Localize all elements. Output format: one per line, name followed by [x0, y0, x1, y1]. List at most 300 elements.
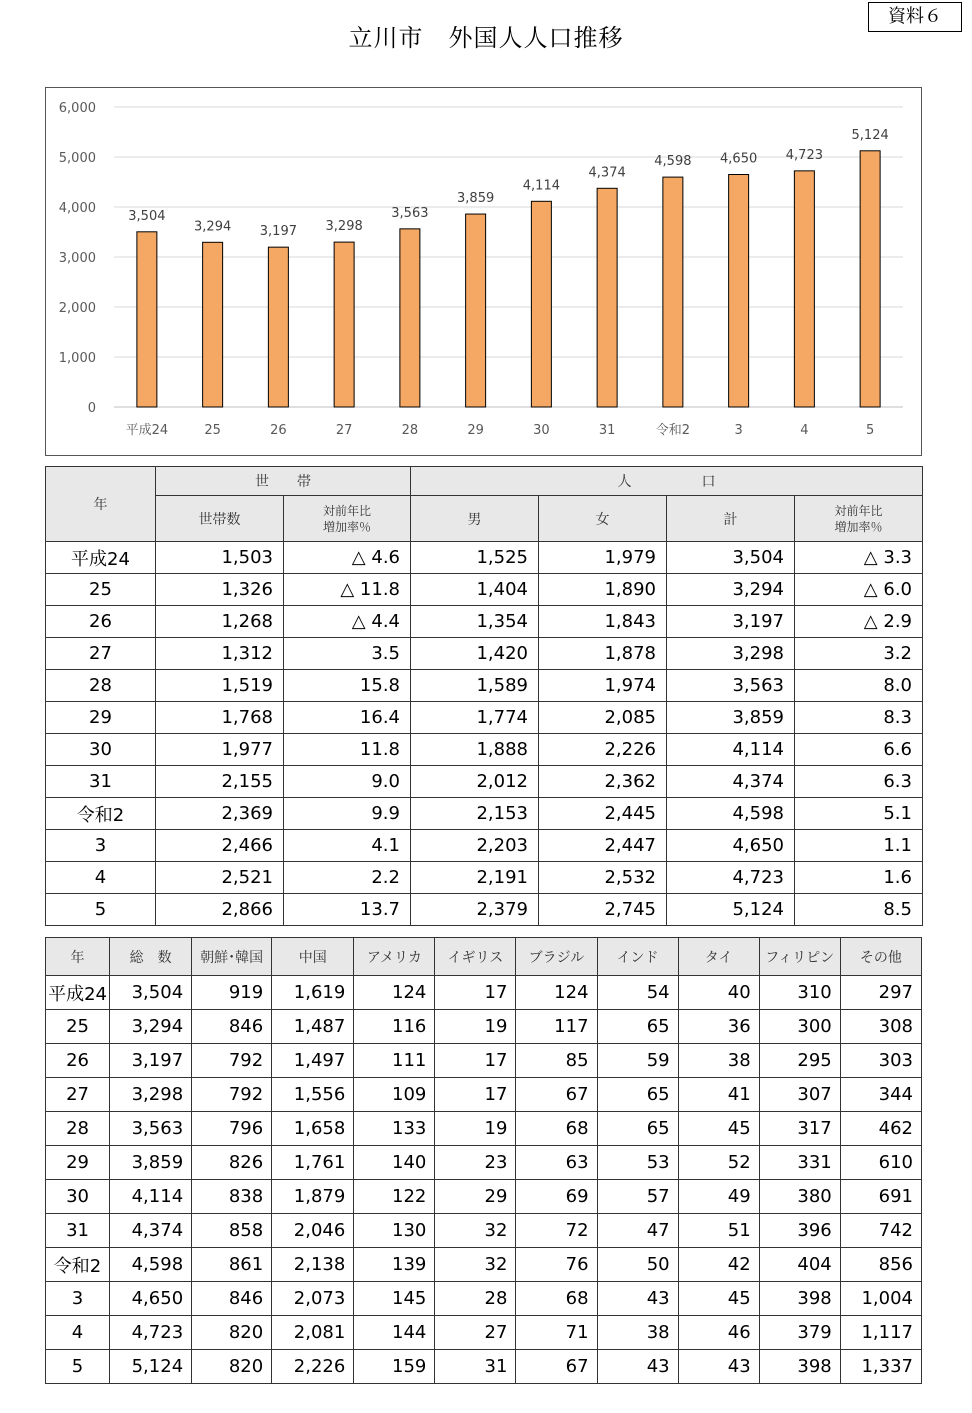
value-cell: 65 — [597, 1078, 678, 1112]
table-row — [46, 542, 923, 574]
value-cell: 1,888 — [411, 734, 539, 766]
value-cell: 130 — [354, 1214, 435, 1248]
table-row — [46, 862, 923, 894]
value-cell: 1,843 — [539, 606, 667, 638]
header-male: 男 — [411, 496, 539, 542]
value-cell: 1,337 — [840, 1350, 921, 1384]
value-cell: 380 — [759, 1180, 840, 1214]
y-tick-label: 2,000 — [58, 301, 96, 316]
document-label: 資料６ — [868, 2, 962, 32]
x-tick-label: 30 — [533, 423, 550, 438]
households-table-body — [46, 542, 923, 926]
value-cell: 140 — [354, 1146, 435, 1180]
value-cell: 3,563 — [110, 1112, 192, 1146]
bar — [794, 171, 814, 407]
value-cell: 1,487 — [272, 1010, 354, 1044]
value-cell: 144 — [354, 1316, 435, 1350]
value-cell: 17 — [435, 1044, 516, 1078]
value-cell: 17 — [435, 1078, 516, 1112]
year-cell: 30 — [46, 1180, 110, 1214]
data-label: 3,197 — [259, 224, 297, 240]
bar — [400, 229, 420, 407]
header-group-households: 世 帯 — [156, 467, 411, 496]
value-cell: 3,504 — [667, 542, 795, 574]
value-cell: 826 — [192, 1146, 272, 1180]
value-cell: 71 — [516, 1316, 597, 1350]
x-tick-label: 3 — [734, 423, 743, 438]
value-cell: 742 — [840, 1214, 921, 1248]
table-row — [46, 976, 922, 1010]
value-cell: 116 — [354, 1010, 435, 1044]
value-cell: 16.4 — [284, 702, 411, 734]
nationality-header-cell: 年 — [46, 938, 110, 976]
value-cell: 3,294 — [110, 1010, 192, 1044]
households-population-table — [45, 466, 923, 926]
table-row — [46, 1010, 922, 1044]
value-cell: 23 — [435, 1146, 516, 1180]
value-cell: 303 — [840, 1044, 921, 1078]
table-row — [46, 734, 923, 766]
year-cell: 31 — [46, 766, 156, 798]
value-cell: 1,977 — [156, 734, 284, 766]
value-cell: 3,563 — [667, 670, 795, 702]
value-cell: △ 2.9 — [795, 606, 923, 638]
x-tick-label: 29 — [467, 423, 484, 438]
year-cell: 令和2 — [46, 1248, 110, 1282]
value-cell: 3.2 — [795, 638, 923, 670]
bar — [268, 247, 288, 407]
value-cell: 51 — [678, 1214, 759, 1248]
value-cell: 59 — [597, 1044, 678, 1078]
year-cell: 28 — [46, 1112, 110, 1146]
y-tick-label: 4,000 — [58, 201, 96, 216]
value-cell: 4,650 — [667, 830, 795, 862]
value-cell: 4,598 — [110, 1248, 192, 1282]
value-cell: 5,124 — [110, 1350, 192, 1384]
value-cell: 32 — [435, 1214, 516, 1248]
x-tick-label: 5 — [865, 423, 875, 438]
value-cell: △ 4.6 — [284, 542, 411, 574]
year-cell: 29 — [46, 702, 156, 734]
value-cell: 1,326 — [156, 574, 284, 606]
value-cell: 344 — [840, 1078, 921, 1112]
value-cell: 2.2 — [284, 862, 411, 894]
value-cell: 3.5 — [284, 638, 411, 670]
year-cell: 3 — [46, 1282, 110, 1316]
value-cell: 45 — [678, 1282, 759, 1316]
value-cell: 5.1 — [795, 798, 923, 830]
value-cell: 2,379 — [411, 894, 539, 926]
value-cell: 919 — [192, 976, 272, 1010]
value-cell: 3,298 — [110, 1078, 192, 1112]
value-cell: 52 — [678, 1146, 759, 1180]
value-cell: 398 — [759, 1350, 840, 1384]
value-cell: 1,619 — [272, 976, 354, 1010]
value-cell: 27 — [435, 1316, 516, 1350]
bar-chart — [45, 87, 922, 456]
value-cell: 49 — [678, 1180, 759, 1214]
data-label: 4,650 — [720, 151, 758, 167]
value-cell: 300 — [759, 1010, 840, 1044]
x-tick-label: 4 — [800, 423, 809, 438]
page-title: 立川市 外国人人口推移 — [348, 24, 624, 52]
value-cell: 9.0 — [284, 766, 411, 798]
y-tick-label: 5,000 — [58, 151, 96, 166]
year-cell: 4 — [46, 1316, 110, 1350]
data-label: 3,563 — [391, 205, 429, 221]
header-total-rate-line2: 増加率％ — [834, 519, 883, 534]
year-cell: 28 — [46, 670, 156, 702]
value-cell: 861 — [192, 1248, 272, 1282]
value-cell: 856 — [840, 1248, 921, 1282]
table-row — [46, 830, 923, 862]
year-cell: 25 — [46, 574, 156, 606]
y-tick-label: 0 — [87, 401, 96, 416]
value-cell: 47 — [597, 1214, 678, 1248]
value-cell: 122 — [354, 1180, 435, 1214]
value-cell: 1,589 — [411, 670, 539, 702]
y-tick-label: 6,000 — [58, 101, 96, 116]
table-row — [46, 638, 923, 670]
value-cell: 1,974 — [539, 670, 667, 702]
bar — [203, 242, 223, 407]
year-cell: 令和2 — [46, 798, 156, 830]
value-cell: 858 — [192, 1214, 272, 1248]
bar — [663, 177, 683, 407]
table-row — [46, 670, 923, 702]
nationality-table-body — [46, 976, 922, 1384]
year-cell: 31 — [46, 1214, 110, 1248]
bar — [531, 201, 551, 407]
value-cell: 1.6 — [795, 862, 923, 894]
value-cell: 2,745 — [539, 894, 667, 926]
value-cell: 3,294 — [667, 574, 795, 606]
value-cell: 19 — [435, 1112, 516, 1146]
value-cell: 65 — [597, 1112, 678, 1146]
value-cell: 4,650 — [110, 1282, 192, 1316]
value-cell: 67 — [516, 1078, 597, 1112]
data-label: 3,859 — [457, 191, 495, 207]
value-cell: 159 — [354, 1350, 435, 1384]
bar — [466, 214, 486, 407]
header-total: 計 — [667, 496, 795, 542]
table-row — [46, 1112, 922, 1146]
value-cell: 1,658 — [272, 1112, 354, 1146]
value-cell: 4,114 — [110, 1180, 192, 1214]
value-cell: 310 — [759, 976, 840, 1010]
value-cell: 820 — [192, 1316, 272, 1350]
value-cell: 19 — [435, 1010, 516, 1044]
value-cell: 117 — [516, 1010, 597, 1044]
nationality-header-cell: 朝鮮･韓国 — [192, 938, 272, 976]
value-cell: 1,525 — [411, 542, 539, 574]
data-label: 5,124 — [851, 127, 889, 143]
x-tick-label: 31 — [598, 423, 616, 438]
value-cell: 846 — [192, 1010, 272, 1044]
table-row — [46, 1044, 922, 1078]
data-label: 4,374 — [588, 165, 626, 181]
value-cell: 317 — [759, 1112, 840, 1146]
value-cell: 379 — [759, 1316, 840, 1350]
value-cell: 45 — [678, 1112, 759, 1146]
value-cell: 11.8 — [284, 734, 411, 766]
chart-svg — [46, 88, 923, 457]
header-group-population: 人 口 — [411, 467, 923, 496]
value-cell: 2,012 — [411, 766, 539, 798]
value-cell: 36 — [678, 1010, 759, 1044]
value-cell: 1,890 — [539, 574, 667, 606]
value-cell: 5,124 — [667, 894, 795, 926]
value-cell: 8.0 — [795, 670, 923, 702]
year-cell: 5 — [46, 1350, 110, 1384]
value-cell: 2,466 — [156, 830, 284, 862]
value-cell: 1,268 — [156, 606, 284, 638]
value-cell: 308 — [840, 1010, 921, 1044]
year-cell: 4 — [46, 862, 156, 894]
value-cell: 1,519 — [156, 670, 284, 702]
header-total-rate — [795, 496, 923, 542]
value-cell: 3,859 — [110, 1146, 192, 1180]
value-cell: 2,153 — [411, 798, 539, 830]
value-cell: 1,354 — [411, 606, 539, 638]
bar — [137, 232, 157, 407]
value-cell: 2,866 — [156, 894, 284, 926]
value-cell: 1,879 — [272, 1180, 354, 1214]
x-tick-label: 平成24 — [125, 423, 169, 438]
value-cell: 1,312 — [156, 638, 284, 670]
value-cell: 1,117 — [840, 1316, 921, 1350]
x-tick-label: 28 — [401, 423, 419, 438]
value-cell: 4,723 — [110, 1316, 192, 1350]
year-cell: 29 — [46, 1146, 110, 1180]
value-cell: 295 — [759, 1044, 840, 1078]
value-cell: 1,979 — [539, 542, 667, 574]
value-cell: 820 — [192, 1350, 272, 1384]
value-cell: 69 — [516, 1180, 597, 1214]
table-row — [46, 1214, 922, 1248]
nationality-header-cell: その他 — [840, 938, 921, 976]
value-cell: 31 — [435, 1350, 516, 1384]
value-cell: 2,226 — [272, 1350, 354, 1384]
value-cell: 38 — [678, 1044, 759, 1078]
value-cell: 133 — [354, 1112, 435, 1146]
value-cell: 2,155 — [156, 766, 284, 798]
header-total-rate-line1: 対前年比 — [834, 503, 883, 518]
value-cell: 40 — [678, 976, 759, 1010]
value-cell: 68 — [516, 1112, 597, 1146]
value-cell: 1.1 — [795, 830, 923, 862]
value-cell: 53 — [597, 1146, 678, 1180]
value-cell: 331 — [759, 1146, 840, 1180]
value-cell: 38 — [597, 1316, 678, 1350]
nationality-header-cell: 総 数 — [110, 938, 192, 976]
value-cell: 42 — [678, 1248, 759, 1282]
value-cell: 2,369 — [156, 798, 284, 830]
year-cell: 27 — [46, 1078, 110, 1112]
value-cell: 43 — [678, 1350, 759, 1384]
value-cell: 1,774 — [411, 702, 539, 734]
nationality-header-row — [46, 938, 922, 976]
value-cell: 68 — [516, 1282, 597, 1316]
x-tick-label: 26 — [270, 423, 287, 438]
value-cell: 8.3 — [795, 702, 923, 734]
value-cell: 124 — [516, 976, 597, 1010]
table-row — [46, 1078, 922, 1112]
value-cell: 2,532 — [539, 862, 667, 894]
value-cell: 1,004 — [840, 1282, 921, 1316]
value-cell: △ 6.0 — [795, 574, 923, 606]
header-households-rate-line2: 増加率％ — [322, 519, 371, 534]
value-cell: 124 — [354, 976, 435, 1010]
value-cell: 139 — [354, 1248, 435, 1282]
year-cell: 平成24 — [46, 542, 156, 574]
value-cell: 3,504 — [110, 976, 192, 1010]
table-row — [46, 766, 923, 798]
nationality-header-cell: タイ — [678, 938, 759, 976]
bar — [860, 151, 880, 407]
value-cell: 111 — [354, 1044, 435, 1078]
value-cell: 15.8 — [284, 670, 411, 702]
table-row — [46, 1316, 922, 1350]
nationality-header-cell: 中国 — [272, 938, 354, 976]
nationality-table — [45, 937, 922, 1384]
bar — [597, 188, 617, 407]
value-cell: 297 — [840, 976, 921, 1010]
value-cell: 610 — [840, 1146, 921, 1180]
value-cell: 9.9 — [284, 798, 411, 830]
value-cell: 846 — [192, 1282, 272, 1316]
value-cell: 4,723 — [667, 862, 795, 894]
value-cell: 65 — [597, 1010, 678, 1044]
table-row — [46, 606, 923, 638]
header-households: 世帯数 — [156, 496, 284, 542]
value-cell: 838 — [192, 1180, 272, 1214]
bar — [334, 242, 354, 407]
value-cell: 2,085 — [539, 702, 667, 734]
value-cell: 50 — [597, 1248, 678, 1282]
value-cell: 1,404 — [411, 574, 539, 606]
y-tick-label: 3,000 — [58, 251, 96, 266]
header-year: 年 — [46, 467, 156, 542]
value-cell: 4,598 — [667, 798, 795, 830]
table-row — [46, 702, 923, 734]
value-cell: 43 — [597, 1282, 678, 1316]
value-cell: 2,191 — [411, 862, 539, 894]
table-row — [46, 1146, 922, 1180]
value-cell: 109 — [354, 1078, 435, 1112]
nationality-header-cell: インド — [597, 938, 678, 976]
y-tick-label: 1,000 — [58, 351, 96, 366]
value-cell: 6.6 — [795, 734, 923, 766]
x-tick-label: 令和2 — [655, 423, 691, 438]
year-cell: 26 — [46, 1044, 110, 1078]
data-label: 4,723 — [785, 147, 823, 163]
value-cell: 4,114 — [667, 734, 795, 766]
value-cell: 1,556 — [272, 1078, 354, 1112]
value-cell: 2,226 — [539, 734, 667, 766]
table-row — [46, 1248, 922, 1282]
data-label: 4,114 — [522, 178, 560, 194]
value-cell: 398 — [759, 1282, 840, 1316]
value-cell: 28 — [435, 1282, 516, 1316]
value-cell: 3,197 — [667, 606, 795, 638]
value-cell: 4,374 — [667, 766, 795, 798]
value-cell: 2,081 — [272, 1316, 354, 1350]
table-row — [46, 1180, 922, 1214]
value-cell: 2,203 — [411, 830, 539, 862]
value-cell: 85 — [516, 1044, 597, 1078]
value-cell: 41 — [678, 1078, 759, 1112]
value-cell: 72 — [516, 1214, 597, 1248]
value-cell: 792 — [192, 1044, 272, 1078]
header-households-rate-line1: 対前年比 — [322, 503, 371, 518]
value-cell: 46 — [678, 1316, 759, 1350]
value-cell: 6.3 — [795, 766, 923, 798]
value-cell: 17 — [435, 976, 516, 1010]
value-cell: 3,859 — [667, 702, 795, 734]
value-cell: 1,761 — [272, 1146, 354, 1180]
value-cell: 1,878 — [539, 638, 667, 670]
value-cell: 76 — [516, 1248, 597, 1282]
nationality-header-cell: ブラジル — [516, 938, 597, 976]
value-cell: 29 — [435, 1180, 516, 1214]
header-households-rate — [284, 496, 411, 542]
value-cell: 43 — [597, 1350, 678, 1384]
table-row — [46, 574, 923, 606]
value-cell: 796 — [192, 1112, 272, 1146]
value-cell: 63 — [516, 1146, 597, 1180]
table-row — [46, 798, 923, 830]
value-cell: 396 — [759, 1214, 840, 1248]
year-cell: 30 — [46, 734, 156, 766]
value-cell: 1,420 — [411, 638, 539, 670]
value-cell: △ 4.4 — [284, 606, 411, 638]
value-cell: 1,503 — [156, 542, 284, 574]
value-cell: 792 — [192, 1078, 272, 1112]
value-cell: 2,046 — [272, 1214, 354, 1248]
value-cell: 13.7 — [284, 894, 411, 926]
table-row — [46, 894, 923, 926]
value-cell: 57 — [597, 1180, 678, 1214]
value-cell: 404 — [759, 1248, 840, 1282]
table-row — [46, 1350, 922, 1384]
value-cell: 145 — [354, 1282, 435, 1316]
nationality-header-cell: フィリピン — [759, 938, 840, 976]
year-cell: 26 — [46, 606, 156, 638]
data-label: 3,294 — [194, 219, 232, 235]
value-cell: 462 — [840, 1112, 921, 1146]
x-tick-label: 25 — [204, 423, 221, 438]
x-tick-label: 27 — [335, 423, 353, 438]
year-cell: 27 — [46, 638, 156, 670]
nationality-header-cell: アメリカ — [354, 938, 435, 976]
value-cell: 691 — [840, 1180, 921, 1214]
data-label: 4,598 — [654, 154, 692, 170]
value-cell: △ 11.8 — [284, 574, 411, 606]
value-cell: 4,374 — [110, 1214, 192, 1248]
year-cell: 平成24 — [46, 976, 110, 1010]
value-cell: 2,138 — [272, 1248, 354, 1282]
value-cell: 8.5 — [795, 894, 923, 926]
value-cell: 3,197 — [110, 1044, 192, 1078]
bar — [729, 175, 749, 408]
value-cell: 32 — [435, 1248, 516, 1282]
nationality-header-cell: イギリス — [435, 938, 516, 976]
value-cell: 1,768 — [156, 702, 284, 734]
year-cell: 5 — [46, 894, 156, 926]
value-cell: 2,521 — [156, 862, 284, 894]
value-cell: △ 3.3 — [795, 542, 923, 574]
